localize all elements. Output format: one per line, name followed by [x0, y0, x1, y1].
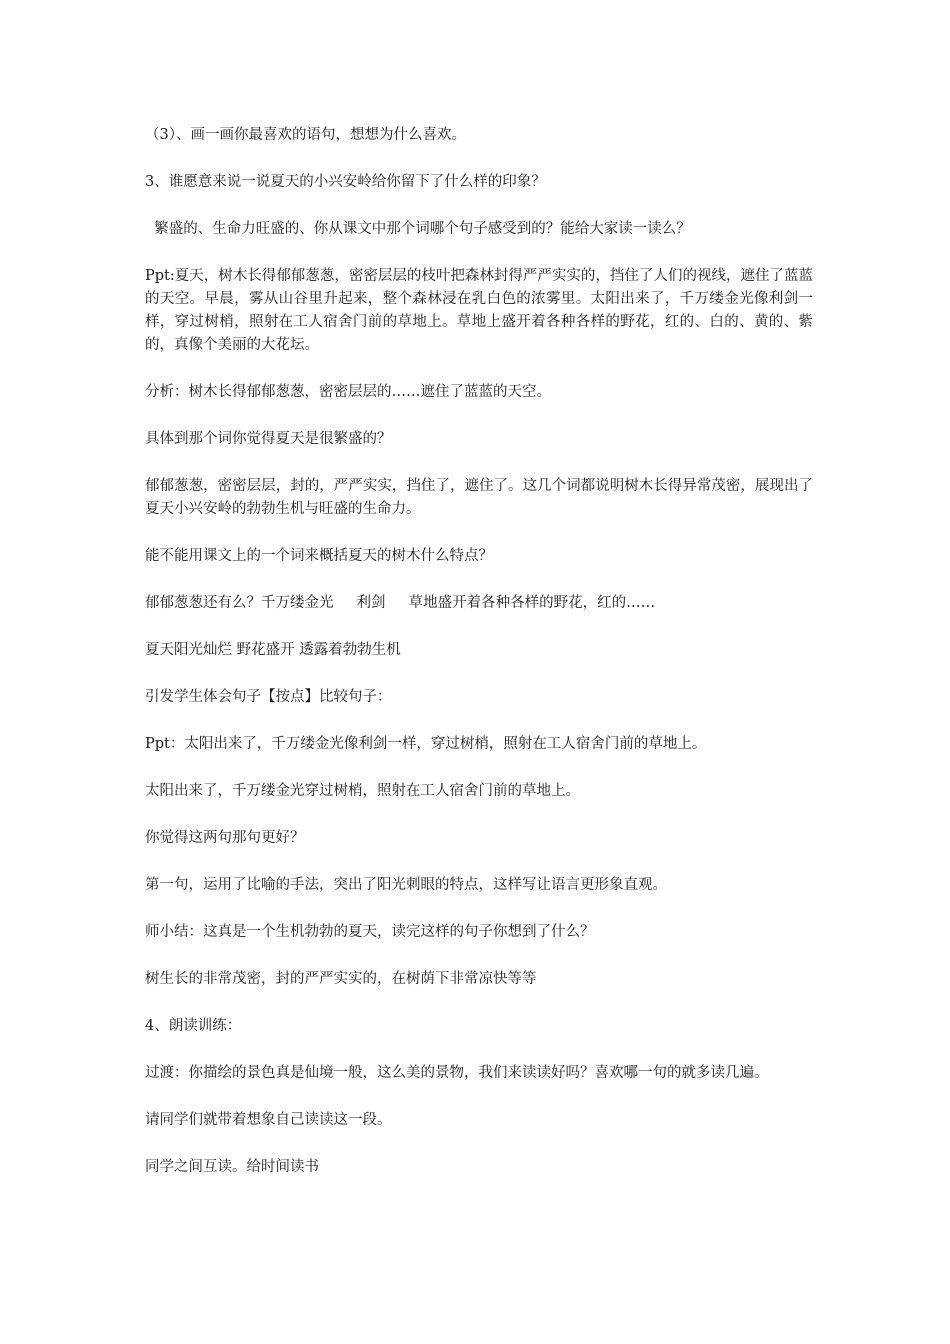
paragraph-ppt-sun: Ppt：太阳出来了，千万缕金光像利剑一样，穿过树梢，照射在工人宿舍门前的草地上。	[145, 736, 707, 752]
paragraph-which-better: 你觉得这两句那句更好？	[145, 830, 305, 846]
paragraph-anything-else: 郁郁葱葱还有么？千万缕金光 利剑 草地盛开着各种各样的野花，红的……	[145, 595, 656, 611]
paragraph-first-sentence: 第一句，运用了比喻的手法，突出了阳光刺眼的特点，这样写让语言更形象直观。	[145, 877, 667, 893]
paragraph-question-3: 3、谁愿意来说一说夏天的小兴安岭给你留下了什么样的印象？	[145, 174, 546, 190]
paragraph-word-list: 郁郁葱葱，密密层层，封的，严严实实，挡住了，遮住了。这几个词都说明树木长得异常茂密，展现出了夏天小兴安岭的勃勃生机与旺盛的生命力。	[145, 478, 813, 517]
paragraph-teacher-summary: 师小结：这真是一个生机勃勃的夏天，读完这样的句子你想到了什么？	[145, 924, 595, 940]
paragraph-compare-sentences: 引发学生体会句子【按点】比较句子：	[145, 689, 392, 705]
paragraph-summer-sunshine: 夏天阳光灿烂 野花盛开 透露着勃勃生机	[145, 642, 401, 658]
paragraph-analysis: 分析：树木长得郁郁葱葱，密密层层的……遮住了蓝蓝的天空。	[145, 384, 551, 400]
paragraph-transition: 过渡：你描绘的景色真是仙境一般，这么美的景物，我们来读读好吗？喜欢哪一句的就多读几遍。	[145, 1065, 769, 1081]
paragraph-flourishing: 繁盛的、生命力旺盛的、你从课文中那个词哪个句子感受到的？能给大家读一读么？	[145, 221, 691, 237]
paragraph-reading-training: 4、朗读训练：	[145, 1018, 242, 1034]
document-body	[145, 124, 813, 1203]
paragraph-which-word: 具体到那个词你觉得夏天是很繁盛的？	[145, 431, 392, 447]
paragraph-task-3-draw: （3）、画一画你最喜欢的语句，想想为什么喜欢。	[145, 127, 466, 143]
paragraph-peer-reading: 同学之间互读。给时间读书	[145, 1159, 319, 1175]
paragraph-sun-plain: 太阳出来了，千万缕金光穿过树梢，照射在工人宿舍门前的草地上。	[145, 783, 580, 799]
paragraph-trees-dense: 树生长的非常茂密，封的严严实实的，在树荫下非常凉快等等	[145, 971, 537, 987]
paragraph-summarize-question: 能不能用课文上的一个词来概括夏天的树木什么特点？	[145, 548, 493, 564]
paragraph-ppt-summer: Ppt:夏天，树木长得郁郁葱葱，密密层层的枝叶把森林封得严严实实的，挡住了人们的视线，遮住了蓝蓝的天空。早晨，雾从山谷里升起来，整个森林浸在乳白色的浓雾里。太阳出来了，千万缕金光像利剑一样，穿过树梢，照射在工人宿舍门前的草地上。草地上盛开着各种各样的野花，红的、白的、黄的、紫的，真像个美丽的大花坛。	[145, 268, 813, 353]
paragraph-read-imagine: 请同学们就带着想象自己读读这一段。	[145, 1112, 392, 1128]
